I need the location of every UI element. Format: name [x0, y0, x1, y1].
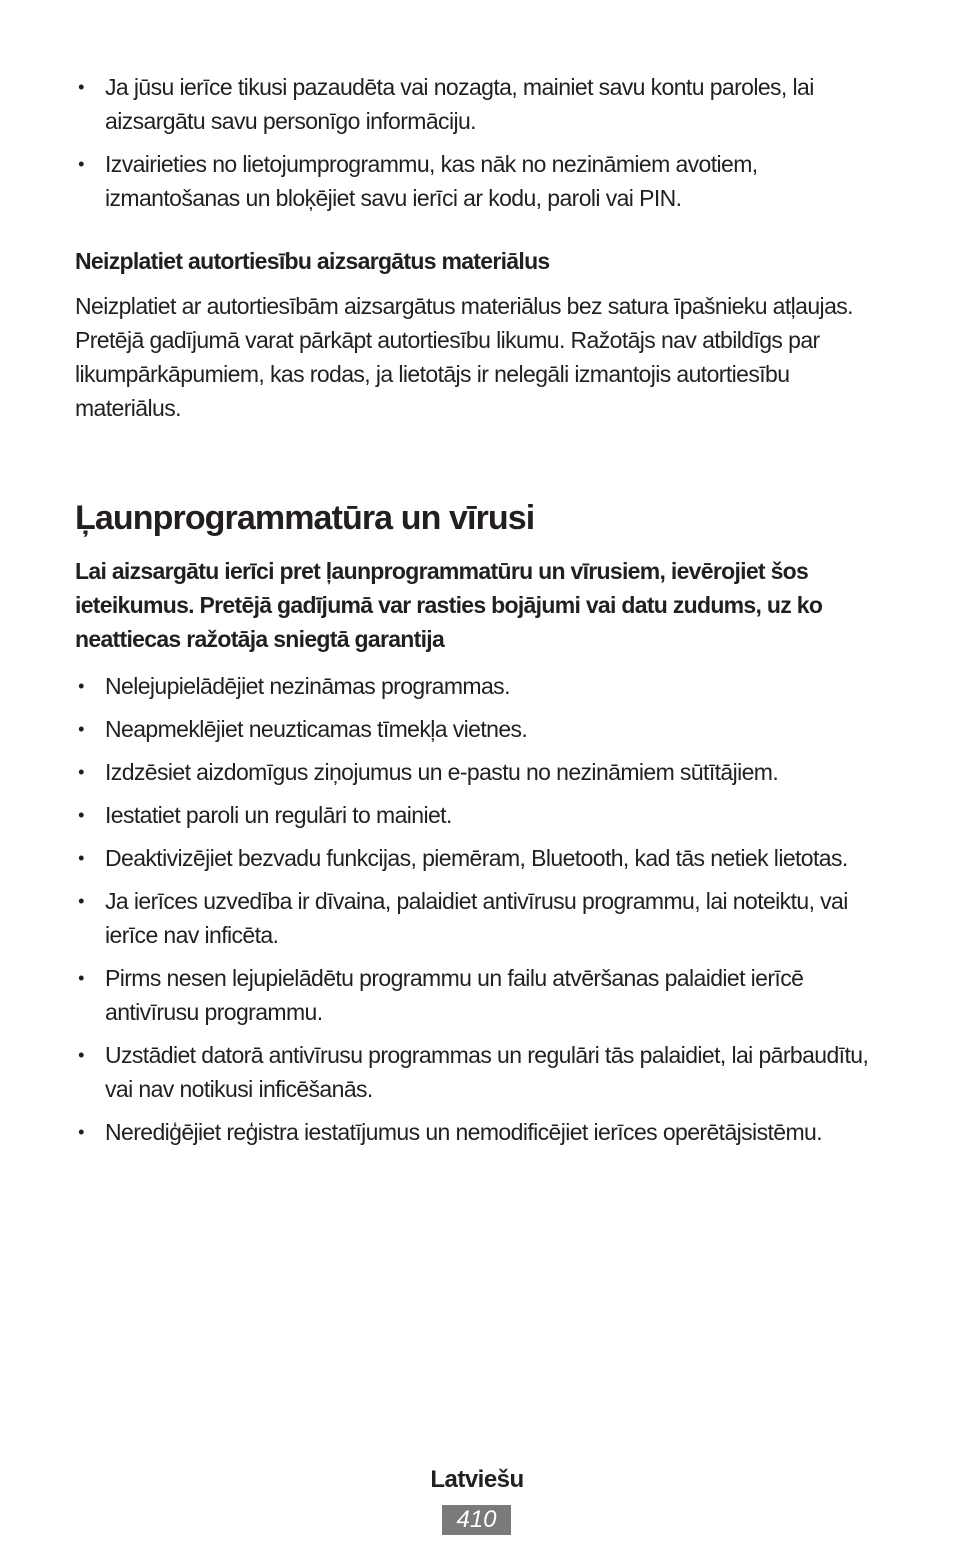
list-item	[75, 961, 885, 1029]
footer-language: Latviešu	[430, 1466, 524, 1493]
malware-bullet-list	[75, 669, 885, 1149]
copyright-heading: Neizplatiet autortiesību aizsargātus materiālus	[75, 248, 550, 274]
list-item-text: Uzstādiet datorā antivīrusu programmas un regulāri tās palaidiet, lai pārbaudītu, vai nav notikusi inficēšanās.	[105, 1042, 869, 1102]
list-item-text: Izdzēsiet aizdomīgus ziņojumus un e-pastu no nezināmiem sūtītājiem.	[105, 759, 779, 785]
section-lead: Lai aizsargātu ierīci pret ļaunprogrammatūru un vīrusiem, ievērojiet šos ieteikumus. Pretējā gadījumā var rasties bojājumi vai datu zudums, uz ko neattiecas ražotāja sniegtā garantija	[75, 558, 823, 652]
list-item-text: Ja ierīces uzvedība ir dīvaina, palaidiet antivīrusu programmu, lai noteiktu, vai ierīce nav inficēta.	[105, 888, 848, 948]
bullet-marker: •	[78, 77, 84, 97]
list-item	[75, 755, 885, 789]
list-item-text: Neapmeklējiet neuzticamas tīmekļa vietnes.	[105, 716, 528, 742]
list-item	[75, 1038, 885, 1106]
list-item-text: Pirms nesen lejupielādētu programmu un failu atvēršanas palaidiet ierīcē antivīrusu programmu.	[105, 965, 804, 1025]
intro-bullet-list	[75, 70, 885, 215]
bullet-marker: •	[78, 1122, 84, 1142]
list-item-text: Iestatiet paroli un regulāri to mainiet.	[105, 802, 452, 828]
list-item	[75, 147, 885, 215]
list-item-text: Ja jūsu ierīce tikusi pazaudēta vai nozagta, mainiet savu kontu paroles, lai aizsargātu savu personīgo informāciju.	[105, 74, 814, 134]
bullet-marker: •	[78, 848, 84, 868]
bullet-marker: •	[78, 891, 84, 911]
list-item	[75, 669, 885, 703]
bullet-marker: •	[78, 676, 84, 696]
list-item-text: Nelejupielādējiet nezināmas programmas.	[105, 673, 510, 699]
bullet-marker: •	[78, 154, 84, 174]
bullet-marker: •	[78, 968, 84, 988]
bullet-marker: •	[78, 719, 84, 739]
page-number-badge: 410	[442, 1505, 511, 1535]
list-item	[75, 884, 885, 952]
list-item-text: Izvairieties no lietojumprogrammu, kas nāk no nezināmiem avotiem, izmantošanas un bloķējiet savu ierīci ar kodu, paroli vai PIN.	[105, 151, 758, 211]
page-content	[75, 70, 885, 1158]
section-title: Ļaunprogrammatūra un vīrusi	[75, 499, 535, 537]
list-item-text: Nerediģējiet reģistra iestatījumus un nemodificējiet ierīces operētājsistēmu.	[105, 1119, 822, 1145]
list-item-text: Deaktivizējiet bezvadu funkcijas, piemēram, Bluetooth, kad tās netiek lietotas.	[105, 845, 848, 871]
list-item	[75, 841, 885, 875]
list-item	[75, 70, 885, 138]
bullet-marker: •	[78, 762, 84, 782]
bullet-marker: •	[78, 1045, 84, 1065]
bullet-marker: •	[78, 805, 84, 825]
list-item	[75, 798, 885, 832]
copyright-paragraph: Neizplatiet ar autortiesībām aizsargātus materiālus bez satura īpašnieku atļaujas. Pretējā gadījumā varat pārkāpt autortiesību likumu. Ražotājs nav atbildīgs par likumpārkāpumiem, kas rodas, ja lietotājs ir nelegāli izmantojis autortiesību materiālus.	[75, 293, 853, 421]
list-item	[75, 712, 885, 746]
list-item	[75, 1115, 885, 1149]
